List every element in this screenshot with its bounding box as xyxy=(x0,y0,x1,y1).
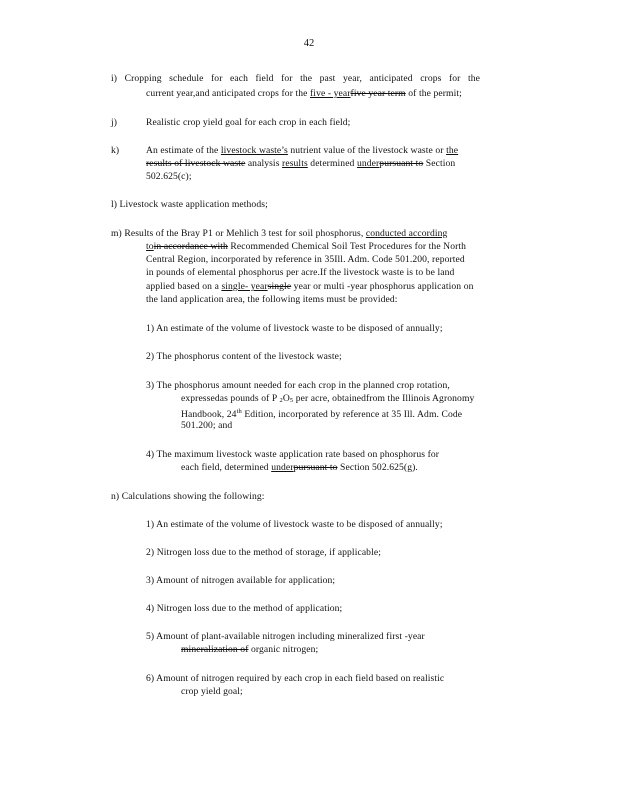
item-j-text: Realistic crop yield goal for each crop in each field; xyxy=(146,117,351,128)
m-sub3-sup: th xyxy=(236,408,242,415)
item-k-deleted: results of livestock waste xyxy=(146,158,246,169)
item-k-line1 xyxy=(146,145,458,157)
m-sub2: 2) The phosphorus content of the livestock waste; xyxy=(146,351,342,362)
item-m-line6: the land application area, the following items must be provided: xyxy=(146,294,398,305)
item-i-text: i) Cropping schedule for each field for the past year, anticipated crops for the xyxy=(111,73,480,84)
m-sub3-text-a: expressedas pounds of P xyxy=(181,393,278,404)
item-m-line4: in pounds of elemental phosphorus per acre.If the livestock waste is to be land xyxy=(146,267,455,278)
m-sub4-text-b: Section 502.625(g). xyxy=(337,462,418,473)
item-k-inserted-under: under xyxy=(356,158,380,169)
item-m-text-b: Recommended Chemical Soil Test Procedures for the North xyxy=(227,241,467,252)
item-m-line3: Central Region, incorporated by reference in 35Ill. Adm. Code 501.200, reported xyxy=(146,254,465,265)
m-sub4-inserted: under xyxy=(271,462,294,473)
m-sub4-deleted: pursuant to xyxy=(293,462,338,473)
item-m-inserted: conducted according xyxy=(365,228,448,239)
n-sub6-line2: crop yield goal; xyxy=(181,686,243,697)
item-k-label: k) xyxy=(111,145,120,156)
item-m-inserted-to: to xyxy=(146,241,154,252)
m-sub3-line2 xyxy=(181,393,474,407)
m-sub4-line2 xyxy=(181,462,418,474)
m-sub4-text-a: each field, determined xyxy=(181,462,272,473)
item-k-text-a: An estimate of the xyxy=(146,145,221,156)
item-m-line1 xyxy=(111,228,447,240)
item-i-text-b: of the permit; xyxy=(405,88,462,99)
item-m-line5 xyxy=(146,281,474,293)
item-k-line2 xyxy=(146,158,455,170)
item-i-deleted-term: term xyxy=(387,88,406,99)
item-k-inserted-results: results xyxy=(282,158,308,169)
item-m-text-a: m) Results of the Bray P1 or Mehlich 3 test for soil phosphorus, xyxy=(111,228,366,239)
item-i-line1 xyxy=(111,73,480,85)
n-sub5-deleted: mineralization of xyxy=(181,644,249,655)
n-sub5-line2 xyxy=(181,644,318,656)
n-sub6-line1: 6) Amount of nitrogen required by each crop in each field based on realistic xyxy=(146,673,445,684)
item-k-inserted: livestock waste’s xyxy=(220,145,288,156)
item-m-inserted-single-year: single- year xyxy=(221,281,268,292)
item-n-heading: n) Calculations showing the following: xyxy=(111,491,265,502)
n-sub2: 2) Nitrogen loss due to the method of storage, if applicable; xyxy=(146,547,381,558)
item-m-text-c: applied based on a xyxy=(146,281,222,292)
item-l-text: l) Livestock waste application methods; xyxy=(111,199,268,210)
item-i-line2 xyxy=(146,88,462,100)
item-m-text-d: year or multi -year phosphorus application on xyxy=(291,281,474,292)
m-sub3-text-b: per acre, obtainedfrom the Illinois Agronomy xyxy=(293,393,475,404)
m-sub3-line3 xyxy=(181,406,462,421)
item-j-label: j) xyxy=(111,117,118,128)
m-sub1: 1) An estimate of the volume of livestock waste to be disposed of annually; xyxy=(146,323,443,334)
item-i-inserted: five - year xyxy=(310,88,351,99)
item-k-line3: 502.625(c); xyxy=(146,171,192,182)
n-sub4: 4) Nitrogen loss due to the method of application; xyxy=(146,603,343,614)
item-k-text-e: Section xyxy=(423,158,456,169)
m-sub3-line4: 501.200; and xyxy=(181,420,233,431)
m-sub3-line1: 3) The phosphorus amount needed for each crop in the planned crop rotation, xyxy=(146,380,450,391)
m-sub3-text-d: Edition, incorporated by reference at 35 Ill. Adm. Code xyxy=(241,409,463,421)
item-k-inserted-the: the xyxy=(446,145,459,156)
item-i-deleted: five year xyxy=(350,88,388,99)
m-sub3-sub1: 2 xyxy=(279,397,283,404)
n-sub3: 3) Amount of nitrogen available for application; xyxy=(146,575,336,586)
n-sub5-text-b: organic nitrogen; xyxy=(248,644,319,655)
item-m-deleted-single: single xyxy=(267,281,292,292)
item-k-text-b: nutrient value of the livestock waste or xyxy=(287,145,447,156)
m-sub4-line1: 4) The maximum livestock waste application rate based on phosphorus for xyxy=(146,449,440,460)
item-m-deleted: in accordance with xyxy=(153,241,228,252)
m-sub3-o: O xyxy=(282,393,290,404)
item-k-deleted-pursuant: pursuant to xyxy=(379,158,424,169)
n-sub1: 1) An estimate of the volume of livestock waste to be disposed of annually; xyxy=(146,519,443,530)
m-sub3-sub2: 5 xyxy=(289,397,294,404)
item-m-line2 xyxy=(146,241,466,253)
m-sub3-text-c: Handbook, 24 xyxy=(181,409,237,421)
item-k-text-d: determined xyxy=(307,158,357,169)
item-k-text-c: analysis xyxy=(245,158,283,169)
n-sub5-line1: 5) Amount of plant-available nitrogen including mineralized first -year xyxy=(146,631,425,642)
item-i-text-a: current year,and anticipated crops for the xyxy=(146,88,311,99)
page-number: 42 xyxy=(303,38,315,49)
